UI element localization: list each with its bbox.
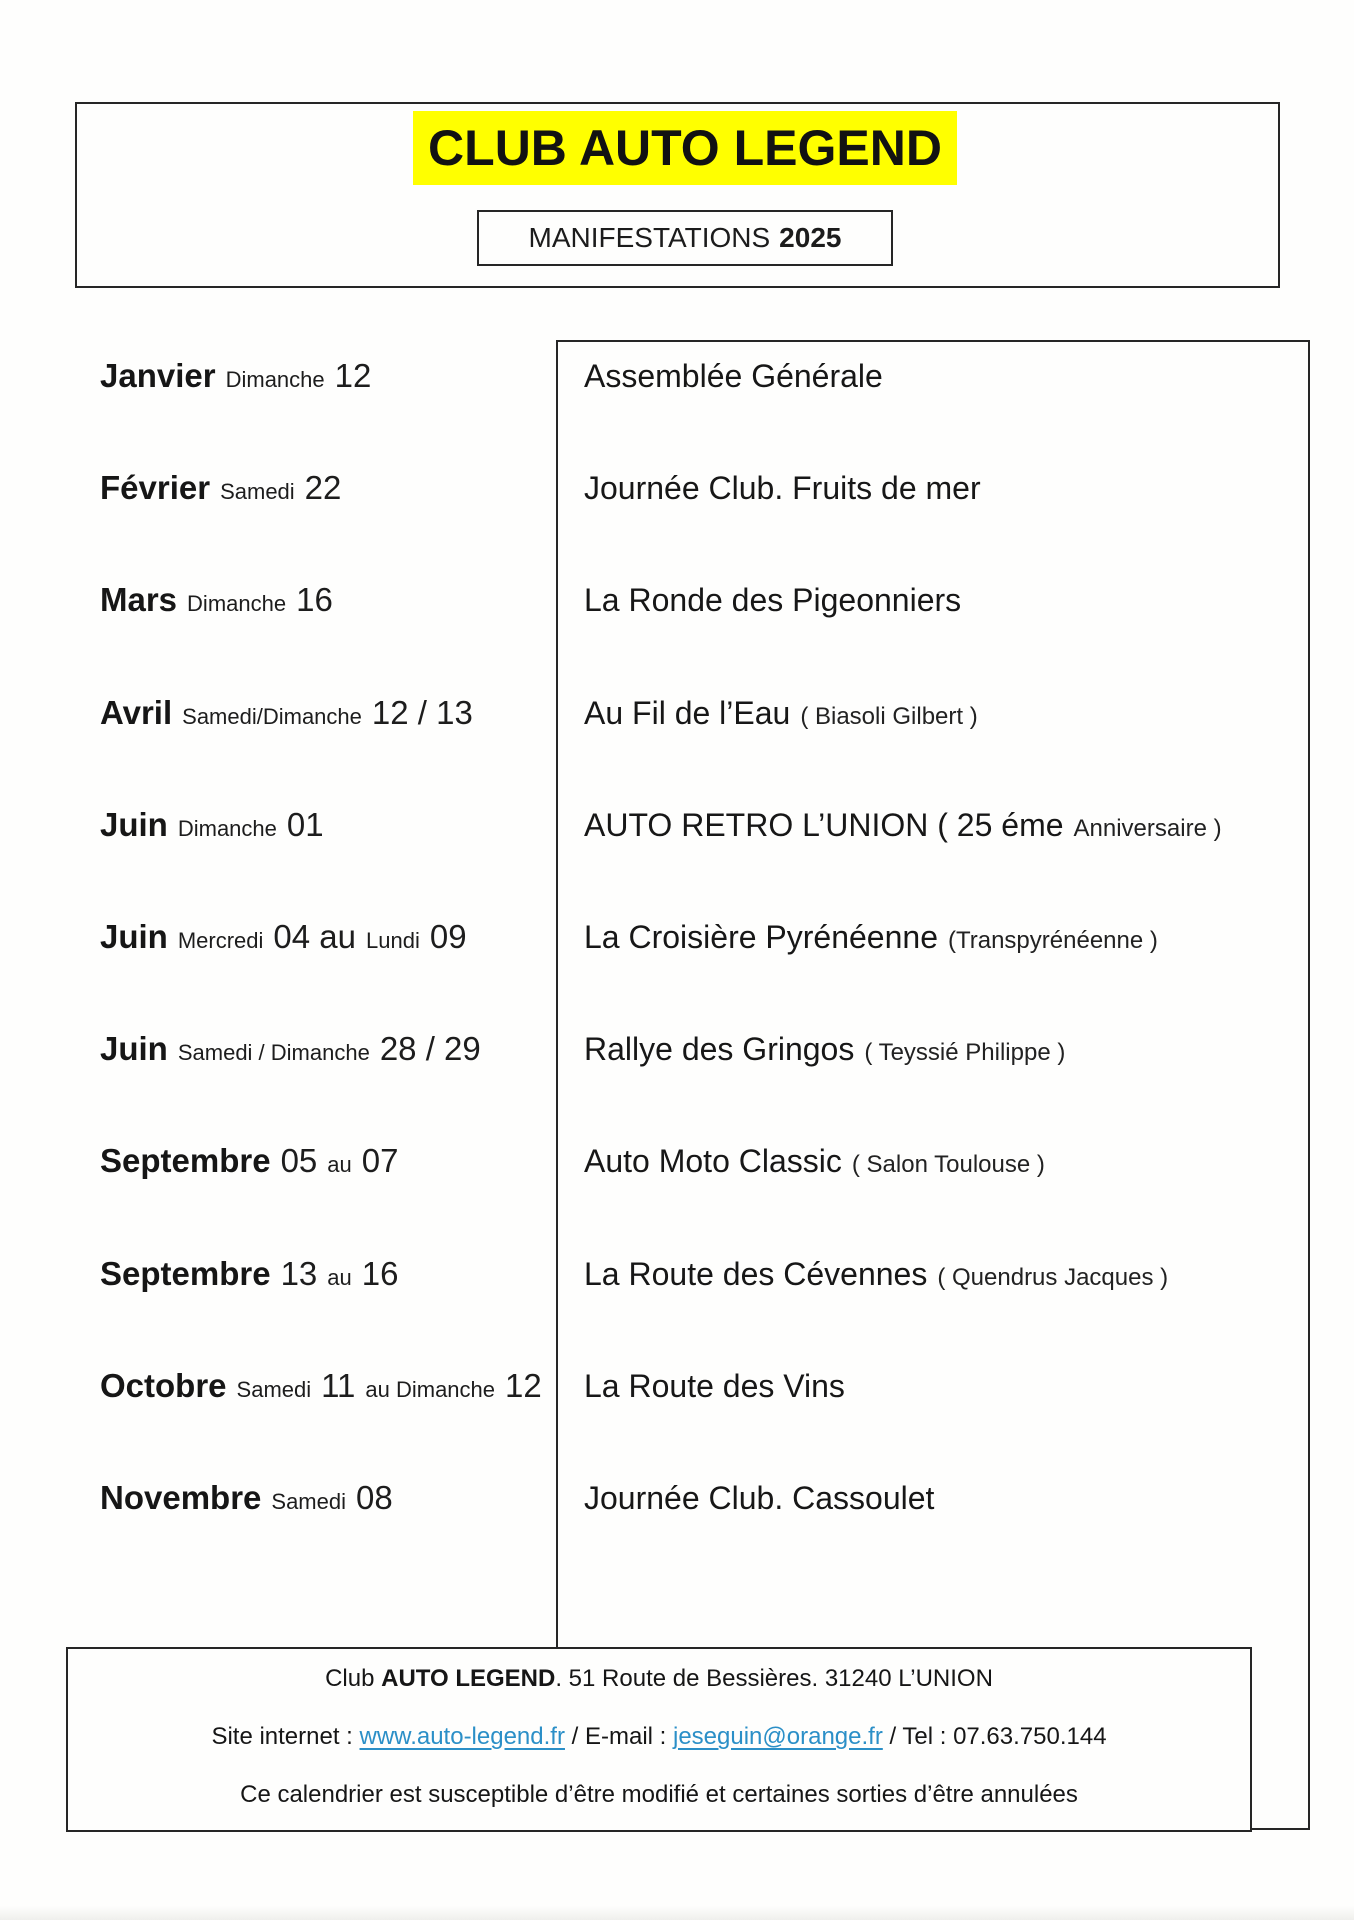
date-cell (100, 1025, 556, 1080)
event-cell (556, 1474, 944, 1529)
date-segment-month: Juin (100, 918, 168, 955)
event-segment-big: La Route des Vins (584, 1368, 845, 1404)
calendar-row (100, 1025, 1300, 1080)
date-segment-small: Samedi (271, 1489, 346, 1514)
date-segment-small: Mercredi (177, 928, 264, 953)
date-segment-small: Lundi (366, 928, 420, 953)
calendar-row (100, 1137, 1300, 1192)
date-segment-small: Dimanche (225, 367, 325, 392)
website-label: Site internet : (211, 1723, 360, 1750)
date-segment-small: Samedi (236, 1377, 312, 1402)
event-segment-small: ( Salon Toulouse ) (851, 1151, 1045, 1178)
events-column-border (556, 340, 1310, 1647)
date-segment-num: 16 (361, 1255, 399, 1292)
date-segment-small: au (327, 1152, 352, 1177)
date-cell (100, 689, 556, 744)
calendar-row (100, 801, 1300, 856)
date-segment-month: Juin (100, 806, 168, 843)
date-segment-small: Samedi/Dimanche (182, 704, 362, 729)
footer-club-prefix: Club (325, 1665, 382, 1692)
date-segment-month: Janvier (100, 357, 216, 394)
date-segment-month: Mars (100, 581, 178, 618)
calendar-row (100, 1474, 1300, 1529)
event-cell (556, 1362, 855, 1417)
email-link[interactable]: jeseguin@orange.fr (672, 1723, 883, 1750)
event-cell (556, 1250, 1178, 1305)
date-cell (100, 1137, 556, 1192)
date-segment-month: Septembre (100, 1142, 271, 1179)
calendar-row (100, 464, 1300, 519)
calendar-row (100, 576, 1300, 631)
event-cell (556, 464, 991, 519)
club-title-highlight (413, 111, 957, 185)
date-segment-num: 12 (334, 357, 372, 394)
date-cell (100, 1362, 556, 1417)
event-segment-small: ( Teyssié Philippe ) (864, 1039, 1066, 1066)
event-cell (556, 1137, 1055, 1192)
date-cell (100, 801, 556, 856)
event-cell (556, 801, 1232, 856)
date-segment-num: 12 / 13 (371, 694, 473, 731)
date-cell (100, 464, 556, 519)
date-segment-num: 11 (321, 1367, 356, 1404)
phone-text: / Tel : 07.63.750.144 (882, 1723, 1107, 1750)
footer-address (68, 1664, 1250, 1694)
scan-bottom-shade (0, 1906, 1354, 1920)
event-cell (556, 1025, 1075, 1080)
date-cell (100, 576, 556, 631)
date-cell (100, 1250, 556, 1305)
date-segment-num: 16 (296, 581, 333, 618)
footer-contacts (68, 1722, 1250, 1752)
date-segment-month: Octobre (100, 1367, 227, 1404)
event-segment-big: Rallye des Gringos (584, 1031, 855, 1067)
footer-box (66, 1647, 1252, 1832)
date-cell (100, 352, 556, 407)
manifestations-year: 2025 (779, 222, 842, 253)
footer-club-address: . 51 Route de Bessières. 31240 L’UNION (555, 1665, 993, 1692)
date-segment-small: Samedi (220, 479, 295, 504)
date-segment-num: 13 (280, 1255, 318, 1292)
date-segment-num: 01 (286, 806, 324, 843)
event-segment-big: Assemblée Générale (584, 358, 883, 394)
date-segment-small: Samedi / Dimanche (177, 1040, 370, 1065)
footer-note: Ce calendrier est susceptible d’être modifié et certaines sorties d’être annulées (240, 1781, 1078, 1808)
date-segment-month: Juin (100, 1030, 168, 1067)
date-segment-month: Février (100, 469, 211, 506)
event-segment-big: Au Fil de l’Eau (584, 695, 791, 731)
date-segment-num: 05 (280, 1142, 318, 1179)
event-segment-big: La Ronde des Pigeonniers (584, 582, 962, 618)
footer-club-name: AUTO LEGEND (381, 1665, 556, 1692)
events-column-border-extension (1250, 1647, 1310, 1830)
calendar-row (100, 1250, 1300, 1305)
date-segment-num: 08 (355, 1479, 393, 1516)
event-segment-big: Journée Club. Fruits de mer (584, 470, 981, 506)
date-segment-num: 28 / 29 (379, 1030, 481, 1067)
date-segment-small: Dimanche (177, 816, 277, 841)
event-segment-big: La Route des Cévennes (584, 1256, 928, 1292)
date-segment-small: au Dimanche (365, 1377, 496, 1402)
calendar-row (100, 352, 1300, 407)
date-segment-month: Avril (100, 694, 173, 731)
website-link[interactable]: www.auto-legend.fr (359, 1723, 565, 1750)
date-segment-month: Septembre (100, 1255, 271, 1292)
date-segment-month: Novembre (100, 1479, 262, 1516)
date-segment-num: 12 (505, 1367, 542, 1404)
date-segment-num: 09 (429, 918, 467, 955)
event-segment-small: ( Quendrus Jacques ) (937, 1264, 1169, 1291)
event-segment-big: Auto Moto Classic (584, 1143, 842, 1179)
date-segment-num: 22 (304, 469, 342, 506)
event-segment-small: ( Biasoli Gilbert ) (800, 703, 978, 730)
date-segment-num: 07 (361, 1142, 399, 1179)
event-segment-small: Anniversaire ) (1073, 815, 1222, 842)
page-title: CLUB AUTO LEGEND (428, 120, 942, 176)
email-label: / E-mail : (564, 1723, 673, 1750)
event-cell (556, 913, 1168, 968)
event-segment-big: Journée Club. Cassoulet (584, 1480, 935, 1516)
calendar-row (100, 1362, 1300, 1417)
date-segment-small: Dimanche (187, 591, 287, 616)
event-cell (556, 352, 893, 407)
event-cell (556, 576, 971, 631)
event-cell (556, 689, 988, 744)
event-segment-big: AUTO RETRO L’UNION ( 25 éme (584, 807, 1064, 843)
event-segment-small: (Transpyrénéenne ) (947, 927, 1158, 954)
calendar-row (100, 913, 1300, 968)
event-segment-big: La Croisière Pyrénéenne (584, 919, 938, 955)
date-cell (100, 913, 556, 968)
manifestations-label: MANIFESTATIONS (528, 222, 771, 253)
calendar-row (100, 689, 1300, 744)
date-segment-small: au (327, 1265, 352, 1290)
date-segment-num: 04 au (273, 918, 357, 955)
manifestations-box (477, 210, 893, 266)
date-cell (100, 1474, 556, 1529)
